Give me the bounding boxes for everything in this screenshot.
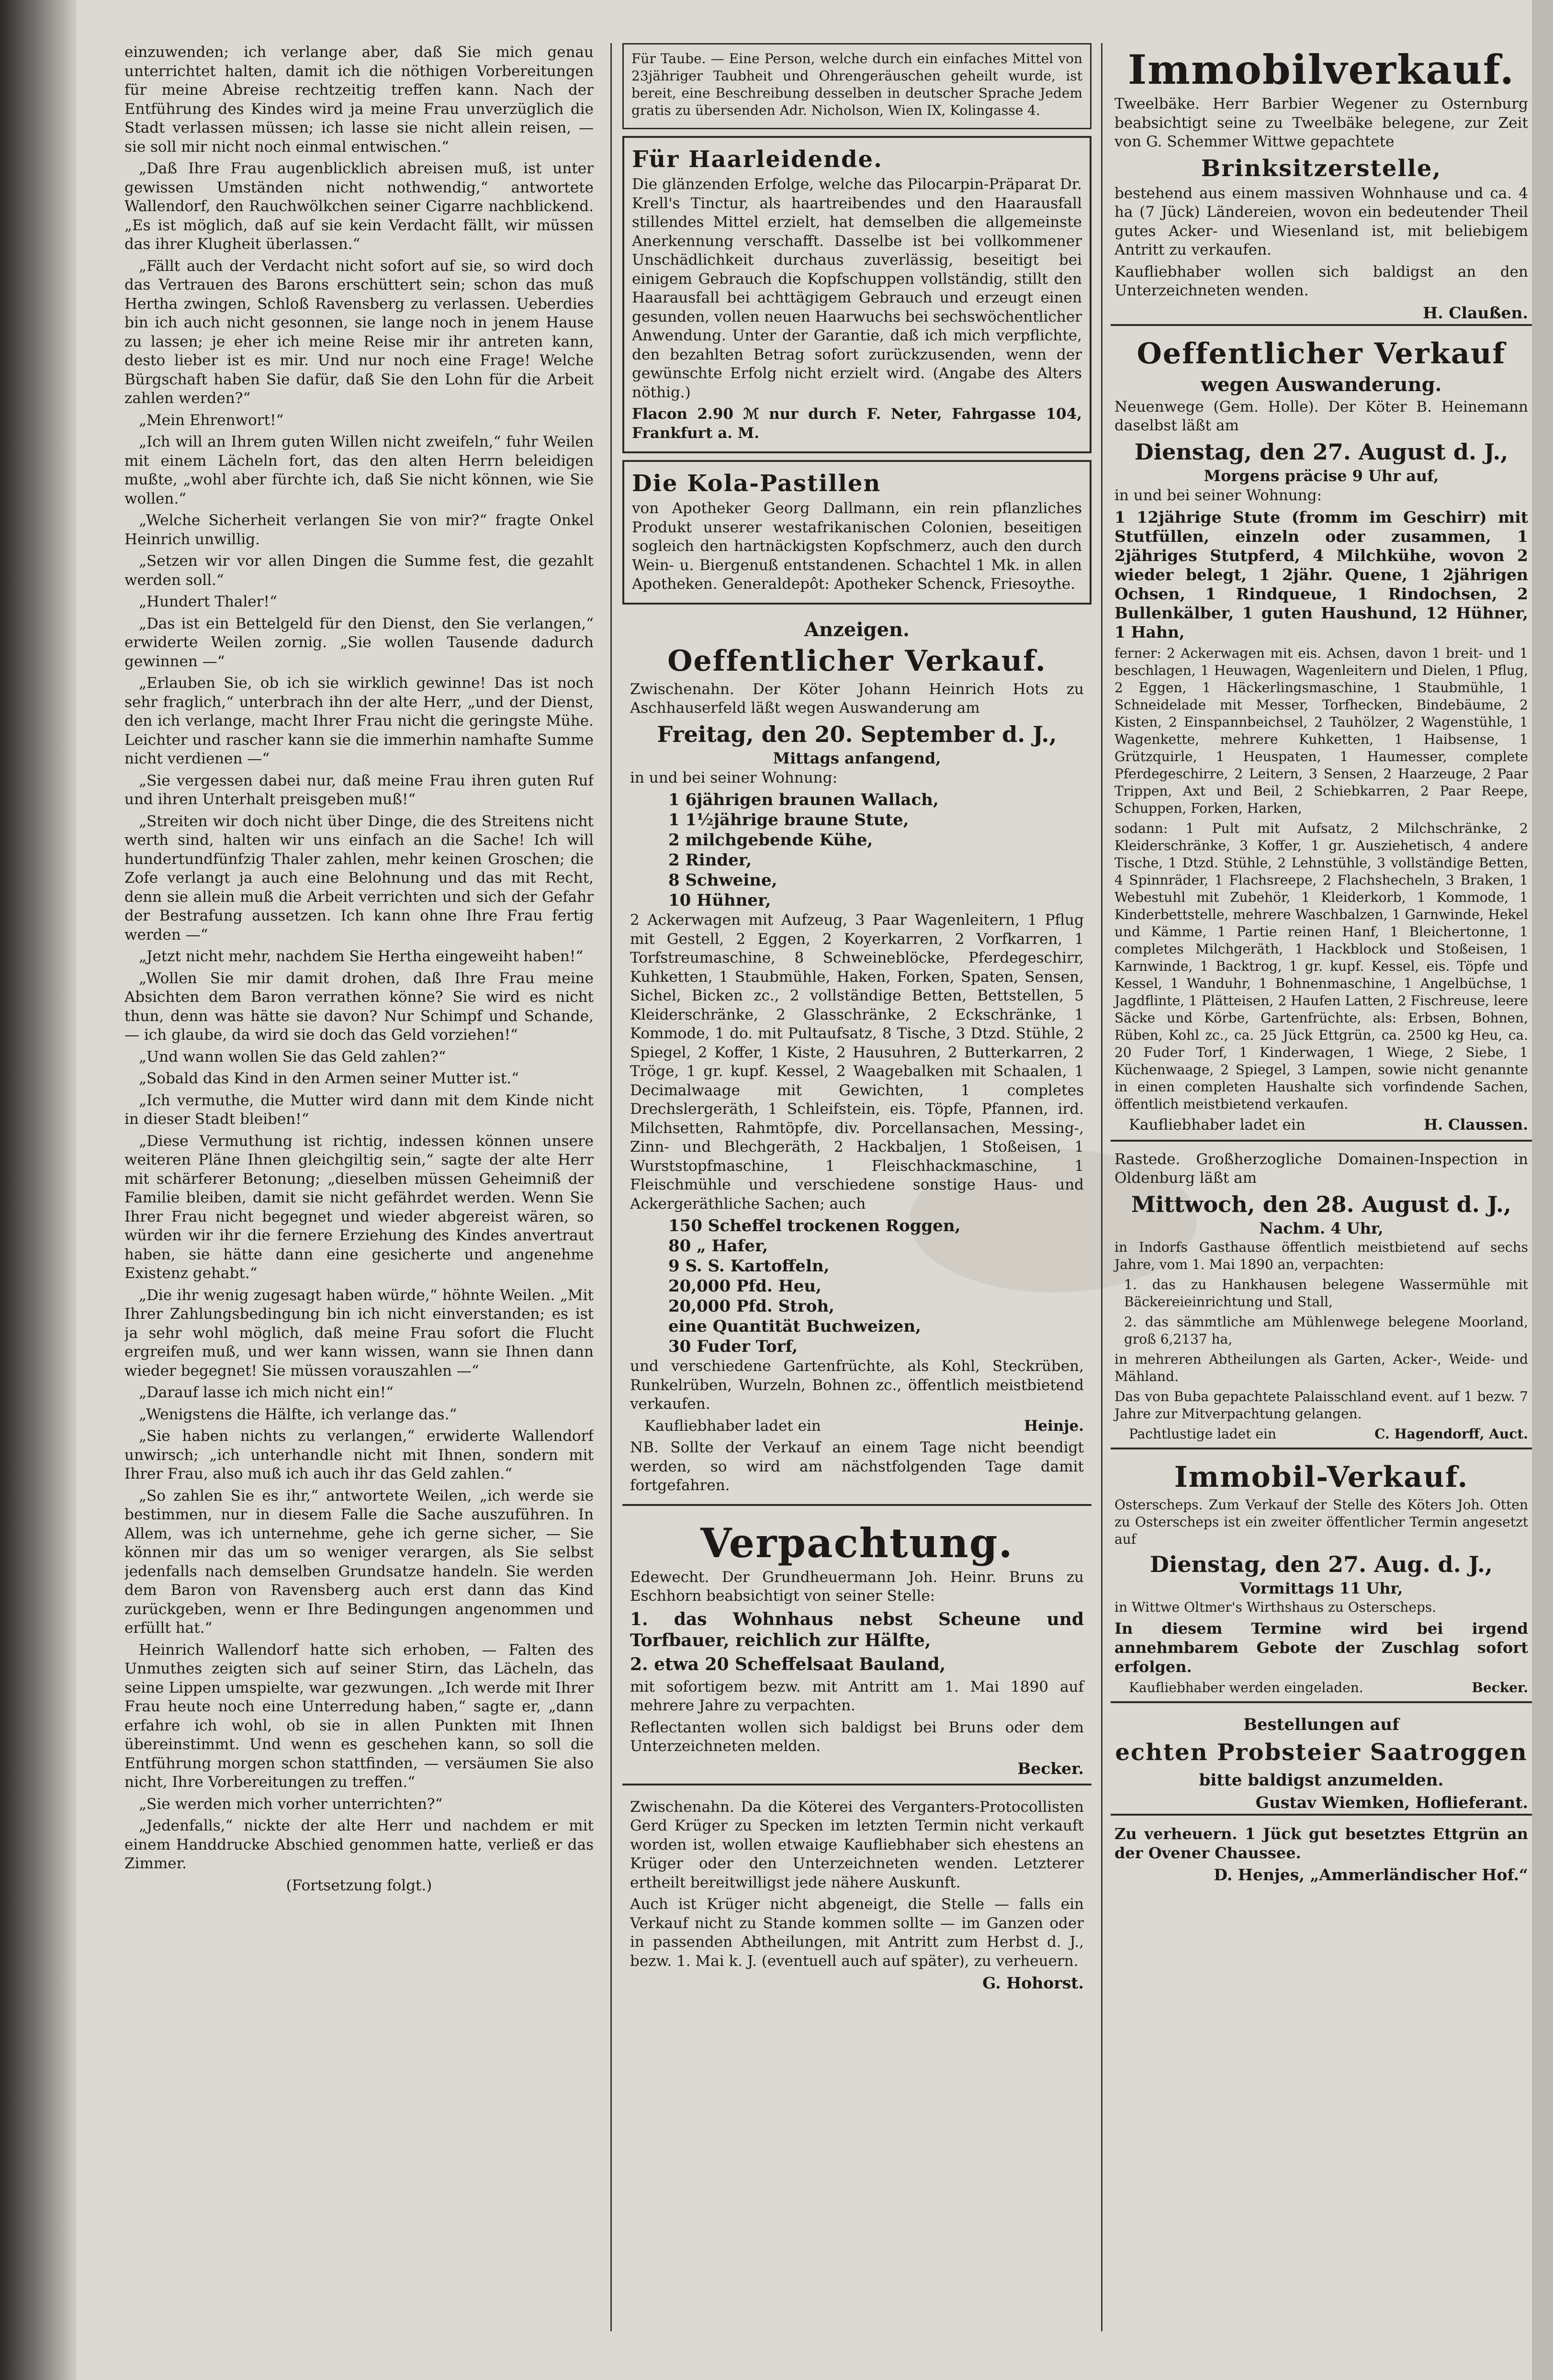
- scan-right-edge: [1532, 0, 1553, 2380]
- sale-good: eine Quantität Buchweizen,: [668, 1317, 921, 1336]
- sale-item: 8 Schweine,: [668, 871, 777, 890]
- story-paragraph: „Diese Vermuthung ist richtig, indessen können unsere weiteren Pläne Ihnen gleichgiltig sein,“ sagte der alte Herr mit schärferer Betonung; „dieselben müssen Geheimniß der Familie bleiben, damit sie nicht gefährdet werden. Wenn Sie Ihrer Frau nicht begegnet und wieder abgereist wären, so würden wir ihr die fernere Erziehung des Kindes anvertraut haben, sie hätte dann eine gesicherte und angenehme Existenz gehabt.“: [124, 1132, 594, 1282]
- emigration-title: Oeffentlicher Verkauf: [1137, 337, 1506, 370]
- immobil1-title: Immobilverkauf.: [1127, 46, 1515, 93]
- ad-kola-text: von Apotheker Georg Dallmann, ein rein pflanzliches Produkt unserer westafrikanischen Colonien, beseitigen sogleich den hartnäckigsten Kopfschmerz, auch den durch Wein- u. Biergenuß entstandenen. Schachtel 1 Mk. in allen Apotheken. Generaldepôt: Apotheker Schenck, Friesoythe.: [632, 500, 1082, 593]
- ad-public-sale-hots: [622, 611, 1092, 1506]
- ads-column-middle: [622, 43, 1092, 2341]
- story-continued-note: (Fortsetzung folgt.): [286, 1876, 432, 1894]
- story-paragraph: „Fällt auch der Verdacht nicht sofort auf sie, so wird doch das Vertrauen des Barons erschüttert sein; schon das muß Hertha zwingen, Schloß Ravensberg zu verlassen. Ueberdies bin ich auch nicht gesonnen, sie lange noch in jenem Hause zu lassen; je eher ich meine Reise mir ihr antreten kann, desto lieber ist es mir. Und nur noch eine Frage! Welche Bürgschaft haben Sie dafür, daß Sie den Lohn für die Arbeit zahlen werden?“: [124, 257, 594, 407]
- lease-item-1: 1. das Wohnhaus nebst Scheune und Torfbauer, reichlich zur Hälfte,: [630, 1609, 1084, 1650]
- ad-immobil-tweelbaeke: [1111, 43, 1532, 326]
- immobil1-signature: H. Claußen.: [1423, 303, 1528, 322]
- sale-good: 20,000 Pfd. Stroh,: [668, 1297, 835, 1316]
- sale-tail: und verschiedene Gartenfrüchte, als Kohl, Steckrüben, Runkelrüben, Wurzeln, Bohnen zc., öffentlich meistbietend verkaufen.: [630, 1358, 1084, 1413]
- rastede-contact-line: [1114, 1426, 1528, 1443]
- story-paragraph: „So zahlen Sie es ihr,“ antwortete Weilen, „ich werde sie bestimmen, nur in diesem Falle die Sache auszuführen. In Allem, was ich unternehme, gehe ich gerne sicher, — Sie können mir das um so weniger verargen, als Sie selbst jedenfalls nach demselben Grundsatze handeln. Sie werden dem Baron von Ravensberg auch erst dann das Kind zurückgeben, wenn er Ihre Bedingungen angenommen und erfüllt hat.“: [124, 1487, 594, 1637]
- lease-intro: Edewecht. Der Grundheuermann Joh. Heinr. Bruns zu Eschhorn beabsichtigt von seiner Stelle:: [630, 1568, 1084, 1605]
- sale-place: in und bei seiner Wohnung:: [630, 769, 838, 786]
- immobil2-title: Immobil-Verkauf.: [1174, 1460, 1469, 1494]
- ad-lease-bruns: [622, 1513, 1092, 1785]
- story-paragraph: „Darauf lasse ich mich nicht ein!“: [139, 1384, 394, 1401]
- lease-item-2: 2. etwa 20 Scheffelsaat Bauland,: [630, 1654, 946, 1674]
- sale-good: 80 „ Hafer,: [668, 1236, 768, 1256]
- ad-kola: [622, 460, 1092, 605]
- story-paragraph: „Setzen wir vor allen Dingen die Summe fest, die gezahlt werden soll.“: [124, 552, 594, 589]
- story-column: [124, 43, 594, 2341]
- immobil2-date: Dienstag, den 27. Aug. d. J.,: [1150, 1551, 1493, 1577]
- ad-krueger: [622, 1792, 1092, 1998]
- anzeigen-heading: Anzeigen.: [804, 618, 910, 641]
- sale-date: Freitag, den 20. September d. J.,: [657, 721, 1057, 747]
- sale-signature: Heinje.: [1024, 1417, 1084, 1435]
- scan-binding-edge: [0, 0, 77, 2380]
- story-paragraph: „Die ihr wenig zugesagt haben würde,“ höhnte Weilen. „Mit Ihrer Zahlungsbedingung bin ich nicht einverstanden; es ist ja sehr wohl möglich, daß meine Frau sofort die Flucht ergreifen muß, und wer kann wissen, wann sie Ihnen dann wieder begegnet! Sie müssen vorauszahlen —“: [124, 1286, 594, 1380]
- immobil2-time: Vormittags 11 Uhr,: [1239, 1579, 1403, 1597]
- emigration-items: 1 12jährige Stute (fromm im Geschirr) mit Stutfüllen, einzeln oder zusammen, 1 2jähriges Stutpferd, 4 Milchkühe, wovon 2 wieder belegt, 1 2jähr. Quene, 1 2jährigen Ochsen, 1 Rindqueue, 1 Rindochsen, 2 Bullenkälber, 1 guten Haushund, 12 Hühner, 1 Hahn,: [1114, 508, 1528, 641]
- rastede-signature: C. Hagendorff, Auct.: [1374, 1426, 1528, 1442]
- emigration-time: Morgens präcise 9 Uhr auf,: [1204, 466, 1439, 485]
- emigration-buyers-line: [1114, 1116, 1528, 1135]
- ad-deaf: [622, 43, 1092, 129]
- story-paragraph: „Erlauben Sie, ob ich sie wirklich gewinne! Das ist noch sehr fraglich,“ unterbrach ihn der alte Herr, „und der Dienst, den ich verlange, macht Ihrer Frau nicht die geringste Mühe. Leichter und rascher kann sie die immerhin namhafte Summe nicht verdienen —“: [124, 674, 594, 767]
- story-paragraph: „Ich vermuthe, die Mutter wird dann mit dem Kinde nicht in dieser Stadt bleiben!“: [124, 1091, 594, 1128]
- sale-item: 2 Rinder,: [668, 851, 752, 870]
- rastede-date: Mittwoch, den 28. August d. J.,: [1131, 1191, 1511, 1217]
- krueger-signature: G. Hohorst.: [982, 1974, 1084, 1992]
- immobil1-contact: Kaufliebhaber wollen sich baldigst an den Unterzeichneten wenden.: [1114, 263, 1528, 299]
- ad-immobil-osterscheps: [1111, 1456, 1532, 1703]
- emigration-date: Dienstag, den 27. August d. J.,: [1134, 438, 1508, 465]
- ettgruen-text: Zu verheuern. 1 Jück gut besetztes Ettgrün an der Ovener Chaussee.: [1114, 1824, 1528, 1862]
- story-paragraph: „Jedenfalls,“ nickte der alte Herr und nachdem er mit einem Handdrucke Abschied genommen hatte, verließ er das Zimmer.: [124, 1817, 594, 1872]
- story-paragraph: einzuwenden; ich verlange aber, daß Sie mich genau unterrichtet halten, damit ich die nöthigen Vorbereitungen für meine Abreise rechtzeitig treffen kann. Nach der Entführung des Kindes wird ja meine Frau unverzüglich die Stadt verlassen müssen; ich lasse sie nicht allein reisen, — sie soll mir nicht noch einmal entwischen.“: [124, 44, 594, 156]
- saatroggen-line-1: Bestellungen auf: [1243, 1715, 1399, 1734]
- ad-kola-title: Die Kola-Pastillen: [632, 470, 881, 497]
- story-paragraph: „Streiten wir doch nicht über Dinge, die des Streitens nicht werth sind, halten wir uns einfach an die Sache! Ich will hundertundfünfzig Thaler zahlen, mehr keinen Groschen; die Zofe verlangt ja auch eine Belohnung und das mit Recht, denn sie allein muß die Arbeit verrichten und sich der Gefahr der Bestrafung aussetzen. Ich kann ohne Ihre Frau fertig werden —“: [124, 812, 594, 943]
- sale-nb: NB. Sollte der Verkauf an einem Tage nicht beendigt werden, so wird am nächstfolgenden Tage damit fortgefahren.: [630, 1439, 1084, 1494]
- lease-contact: Reflectanten wollen sich baldigst bei Bruns oder dem Unterzeichneten melden.: [630, 1718, 1084, 1755]
- ad-saatroggen: [1111, 1710, 1532, 1816]
- column-rule: [1101, 43, 1103, 2331]
- immobil2-contact: Kaufliebhaber werden eingeladen.: [1129, 1679, 1363, 1695]
- ad-hair-title: Für Haarleidende.: [632, 146, 883, 173]
- emigration-subtitle: wegen Auswanderung.: [1201, 373, 1442, 396]
- ad-deaf-text: Für Taube. — Eine Person, welche durch ein einfaches Mittel von 23jähriger Taubheit und Ohrengeräuschen geheilt wurde, ist bereit, eine Beschreibung desselben in deutscher Sprache Jedem gratis zu übersenden Adr. Nicholson, Wien IX, Kolingasse 4.: [631, 51, 1082, 118]
- rastede-text-3: Das von Buba gepachtete Palaisschland event. auf 1 bezw. 7 Jahre zur Mitverpachtung gelangen.: [1114, 1388, 1528, 1422]
- ads-column-right: [1111, 43, 1532, 2341]
- emigration-sodann: sodann: 1 Pult mit Aufsatz, 2 Milchschränke, 2 Kleiderschränke, 3 Koffer, 1 gr. Ausziehetisch, 4 andere Tische, 1 Dtzd. Stühle, 2 Lehnstühle, 3 vollständige Betten, 4 Spinnräder, 1 Flachsreepe, 2 Flachshecheln, 3 Braken, 1 Webestuhl mit Zubehör, 1 Kleiderkorb, 1 Kommode, 1 Kinderbettstelle, mehrere Waschbalzen, 1 Garnwinde, Hekel und Kämme, 1 Partie reinen Hanf, 1 Bleichertonne, 1 completes Milchgeräth, 1 Hackblock und Stoßeisen, 1 Karnwinde, 1 Backtrog, 1 gr. kupf. Kessel, eis. Töpfe und Kessel, 1 Wanduhr, 1 Bohnenmaschine, 1 Angelbüchse, 1 Jagdflinte, 1 Plätteisen, 2 Haufen Latten, 2 Fischreuse, leere Säcke und Körbe, Gartenfrüchte, als: Erbsen, Bohnen, Rüben, Kohl zc., ca. 25 Jück Ettgrün, ca. 2500 kg Heu, ca. 20 Fuder Torf, 1 Kinderwagen, 1 Wiege, 2 Siebe, 1 Küchenwaage, 2 Spiegel, 3 Lampen, sowie nicht genannte in einen completen Haushalte sich vorfindende Sachen, öffentlich meistbietend verkaufen.: [1114, 820, 1528, 1112]
- story-paragraph: „Sobald das Kind in den Armen seiner Mutter ist.“: [139, 1070, 519, 1087]
- sale-item: 1 1½jährige braune Stute,: [668, 810, 909, 830]
- rastede-contact: Pachtlustige ladet ein: [1129, 1426, 1277, 1442]
- ettgruen-signature: D. Henjes, „Ammerländischer Hof.“: [1214, 1865, 1528, 1884]
- sale-time: Mittags anfangend,: [773, 749, 941, 767]
- story-paragraph: „Das ist ein Bettelgeld für den Dienst, den Sie verlangen,“ erwiderte Weilen zornig. „Sie wollen Tausende dadurch gewinnen —“: [124, 615, 594, 670]
- rastede-text: in Indorfs Gasthause öffentlich meistbietend auf sechs Jahre, vom 1. Mai 1890 an, verpachten:: [1114, 1239, 1528, 1272]
- sale-good: 30 Fuder Torf,: [668, 1337, 798, 1356]
- emigration-place: in und bei seiner Wohnung:: [1114, 486, 1322, 504]
- story-paragraph: Heinrich Wallendorf hatte sich erhoben, — Falten des Unmuthes zeigten sich auf seiner Stirn, das Lächeln, das seine Lippen umspielte, war gezwungen. „Ich werde mit Ihrer Frau heute noch eine Unterredung haben,“ sagte er, „dann erfahre ich wohl, ob sie in allen Punkten mit Ihnen übereinstimmt. Und wenn es geschehen kann, so soll die Entführung morgen schon stattfinden, — versäumen Sie also nicht, Ihre Vorbereitungen zu treffen.“: [124, 1641, 594, 1791]
- immobil1-intro: Tweelbäke. Herr Barbier Wegener zu Osternburg beabsichtigt seine zu Tweelbäke belegene, zur Zeit von G. Schemmer Wittwe gepachtete: [1114, 95, 1528, 150]
- rastede-item-1: 1. das zu Hankhausen belegene Wassermühle mit Bäckereieinrichtung und Stall,: [1124, 1276, 1528, 1310]
- emigration-signature: H. Claussen.: [1424, 1116, 1528, 1134]
- story-paragraph: „Sie haben nichts zu verlangen,“ erwiderte Wallendorf unwirsch; „ich unterhandle nicht mit Ihnen, sondern mit Ihrer Frau, also muß ich auch ihr das Geld zahlen.“: [124, 1427, 594, 1482]
- story-paragraph: „Sie werden mich vorher unterrichten?“: [139, 1795, 443, 1813]
- immobil1-subtitle: Brinksitzerstelle,: [1201, 155, 1442, 182]
- immobil2-signature: Becker.: [1472, 1679, 1528, 1695]
- krueger-text-2: Auch ist Krüger nicht abgeneigt, die Stelle — falls ein Verkauf nicht zu Stande kommen sollte — im Ganzen oder in passenden Abtheilungen, mit Antritt zum Herbst d. J., bezw. 1. Mai k. J. (eventuell auch auf später), zu verheuern.: [630, 1896, 1084, 1970]
- rastede-text-2: in mehreren Abtheilungen als Garten, Acker-, Weide- und Mähland.: [1114, 1351, 1528, 1384]
- ad-hair: [622, 136, 1092, 453]
- story-paragraph: „Wollen Sie mir damit drohen, daß Ihre Frau meine Absichten dem Baron verrathen könne? Sie wird es nicht thun, denn was hätte sie davon? Nur Schimpf und Schande, — ich glaube, da wird sie doch das Geld vorziehen!“: [124, 969, 594, 1044]
- lease-signature: Becker.: [1017, 1759, 1084, 1778]
- sale-intro: Zwischenahn. Der Köter Johann Heinrich Hots zu Aschhauserfeld läßt wegen Auswanderung am: [630, 680, 1084, 717]
- story-paragraph: „Jetzt nicht mehr, nachdem Sie Hertha eingeweiht haben!“: [139, 948, 584, 965]
- ad-hair-price: Flacon 2.90 ℳ nur durch F. Neter, Fahrgasse 104, Frankfurt a. M.: [632, 405, 1082, 442]
- rastede-item-2: 2. das sämmtliche am Mühlenwege belegene Moorland, groß 6,2137 ha,: [1124, 1313, 1528, 1347]
- ad-emigration-sale: [1111, 333, 1532, 1142]
- column-rule: [610, 43, 612, 2331]
- story-paragraph: „Mein Ehrenwort!“: [139, 411, 284, 429]
- immobil2-place: in Wittwe Oltmer's Wirthshaus zu Osterscheps.: [1114, 1599, 1437, 1615]
- immobil1-text: bestehend aus einem massiven Wohnhause und ca. 4 ha (7 Jück) Ländereien, wovon ein bedeutender Theil gutes Acker- und Wiesenland ist, mit beliebigem Antritt zu verkaufen.: [1114, 184, 1528, 258]
- saatroggen-line-2: bitte baldigst anzumelden.: [1199, 1770, 1444, 1790]
- story-paragraph: „Wenigstens die Hälfte, ich verlange das.“: [139, 1405, 457, 1423]
- immobil2-text: Osterscheps. Zum Verkauf der Stelle des Köters Joh. Otten zu Osterscheps ist ein zweiter öffentlicher Termin angesetzt auf: [1114, 1496, 1528, 1547]
- immobil2-contact-line: [1114, 1679, 1528, 1696]
- sale-buyers: Kaufliebhaber ladet ein: [644, 1417, 821, 1435]
- lease-terms: mit sofortigem bezw. mit Antritt am 1. Mai 1890 auf mehrere Jahre zu verpachten.: [630, 1678, 1084, 1714]
- story-paragraph: „Ich will an Ihrem guten Willen nicht zweifeln,“ fuhr Weilen mit einem Lächeln fort, das den alten Herrn beleidigen mußte, „wohl aber fürchte ich, daß Sie nicht können, wie Sie wollen.“: [124, 433, 594, 507]
- lease-title: Verpachtung.: [700, 1519, 1013, 1567]
- ad-rastede-lease: [1111, 1148, 1532, 1449]
- rastede-time: Nachm. 4 Uhr,: [1259, 1219, 1384, 1237]
- emigration-buyers: Kaufliebhaber ladet ein: [1129, 1116, 1305, 1134]
- sale-title: Oeffentlicher Verkauf.: [667, 644, 1047, 678]
- sale-good: 150 Scheffel trockenen Roggen,: [668, 1216, 961, 1235]
- immobil2-note: In diesem Termine wird bei irgend annehmbarem Gebote der Zuschlag sofort erfolgen.: [1114, 1619, 1528, 1676]
- sale-good: 20,000 Pfd. Heu,: [668, 1277, 822, 1296]
- saatroggen-title: echten Probsteier Saatroggen: [1115, 1739, 1528, 1766]
- story-paragraph: „Und wann wollen Sie das Geld zahlen?“: [139, 1048, 446, 1066]
- saatroggen-signature: Gustav Wiemken, Hoflieferant.: [1255, 1793, 1528, 1812]
- sale-good: 9 S. S. Kartoffeln,: [668, 1257, 830, 1276]
- emigration-intro: Neuenwege (Gem. Holle). Der Köter B. Heinemann daselbst läßt am: [1114, 398, 1528, 434]
- ad-hair-text: Die glänzenden Erfolge, welche das Pilocarpin-Präparat Dr. Krell's Tinctur, als haartreibendes und den Haarausfall stillendes Mittel erzielt, hat demselben die allgemeinste Anerkennung verschafft. Dasselbe ist bei vollkommener Unschädlichkeit durchaus zuverlässig, beseitigt bei einigem Gebrauch die Kopfschuppen vollständig, stillt den Haarausfall bei achttägigem Gebrauch und erzeugt einen gesunden, vollen neuen Haarwuchs bei sechswöchentlicher Anwendung. Unter der Garantie, daß ich mich verpflichte, den bezahlten Betrag sofort zurückzusenden, wenn der gewünschte Erfolg nicht erzielt wird. (Angabe des Alters nöthig.): [632, 176, 1082, 401]
- sale-body: 2 Ackerwagen mit Aufzeug, 3 Paar Wagenleitern, 1 Pflug mit Gestell, 2 Eggen, 2 Koyerkarren, 2 Vorfkarren, 1 Torfstreumaschine, 8 Schweineblöcke, Pferdegeschirr, Kuhketten, 1 Staubmühle, Haken, Forken, Spaten, Sensen, Sichel, Bicken zc., 2 vollständige Betten, Bettstellen, 5 Kleiderschränke, 2 Glasschränke, 2 Eckschränke, 1 Kommode, 1 do. mit Pultaufsatz, 8 Tische, 3 Dtzd. Stühle, 2 Spiegel, 2 Koffer, 1 Kiste, 2 Hausuhren, 2 Butterkarren, 2 Tröge, 1 gr. kupf. Kessel, 2 Waagebalken mit Schaalen, 1 Decimalwaage mit Gewichten, 1 completes Drechslergeräth, 1 Schleifstein, eis. Töpfe, Pfannen, ird. Milchsetten, Rahmtöpfe, div. Porcellansachen, Messing-, Zinn- und Blechgeräth, 2 Hackbaljen, 1 Stoßeisen, 1 Wurststopfmaschine, 1 Fleischhackmaschine, 1 Fleischmühle und verschiedene sonstige Haus- und Ackergeräthliche Sachen; auch: [630, 911, 1084, 1212]
- story-paragraph: „Daß Ihre Frau augenblicklich abreisen muß, ist unter gewissen Umständen nicht nothwendig,“ antwortete Wallendorf, den Rauchwölkchen seiner Cigarre nachblickend. „Es ist möglich, daß auf sie kein Verdacht fällt, wir müssen das ihrer Klugheit überlassen.“: [124, 160, 594, 253]
- sale-buyers-line: [630, 1417, 1084, 1436]
- sale-item: 1 6jährigen braunen Wallach,: [668, 790, 939, 809]
- story-paragraph: „Sie vergessen dabei nur, daß meine Frau ihren guten Ruf und ihren Unterhalt preisgeben muß!“: [124, 772, 594, 808]
- rastede-intro: Rastede. Großherzogliche Domainen-Inspection in Oldenburg läßt am: [1114, 1150, 1528, 1187]
- story-paragraph: „Hundert Thaler!“: [139, 593, 277, 610]
- sale-item: 10 Hühner,: [668, 891, 771, 910]
- story-paragraph: „Welche Sicherheit verlangen Sie von mir?“ fragte Onkel Heinrich unwillig.: [124, 512, 594, 548]
- krueger-text: Zwischenahn. Da die Köterei des Verganters-Protocollisten Gerd Krüger zu Specken im letzten Termin nicht verkauft worden ist, wollen etwaige Kaufliebhaber sich ehestens an Krüger oder den Unterzeichneten wenden. Letzterer ertheilt bereitwilligst jede nähere Auskunft.: [630, 1798, 1084, 1891]
- ad-ettgruen: [1111, 1822, 1532, 1886]
- emigration-ferner: ferner: 2 Ackerwagen mit eis. Achsen, davon 1 breit- und 1 beschlagen, 1 Heuwagen, Wagenleitern und Dielen, 1 Pflug, 2 Eggen, 1 Häckerlingsmaschine, 1 Staubmühle, 1 Schneidelade mit Messer, Torfhecken, Bindebäume, 2 Kisten, 2 Einspannbeichsel, 2 Tauhölzer, 2 Wagenstühle, 1 Wagenkette, mehrere Kuhketten, 1 Haibsense, 1 Grützquirle, 1 Heuspaten, 1 Haumesser, complete Pferdegeschirre, 2 Leitern, 3 Sensen, 2 Haarzeuge, 2 Paar Trippen, Axt und Beil, 2 Schiebkarren, 2 Paar Reepe, Schuppen, Forken, Harken,: [1114, 645, 1528, 816]
- sale-item: 2 milchgebende Kühe,: [668, 831, 873, 850]
